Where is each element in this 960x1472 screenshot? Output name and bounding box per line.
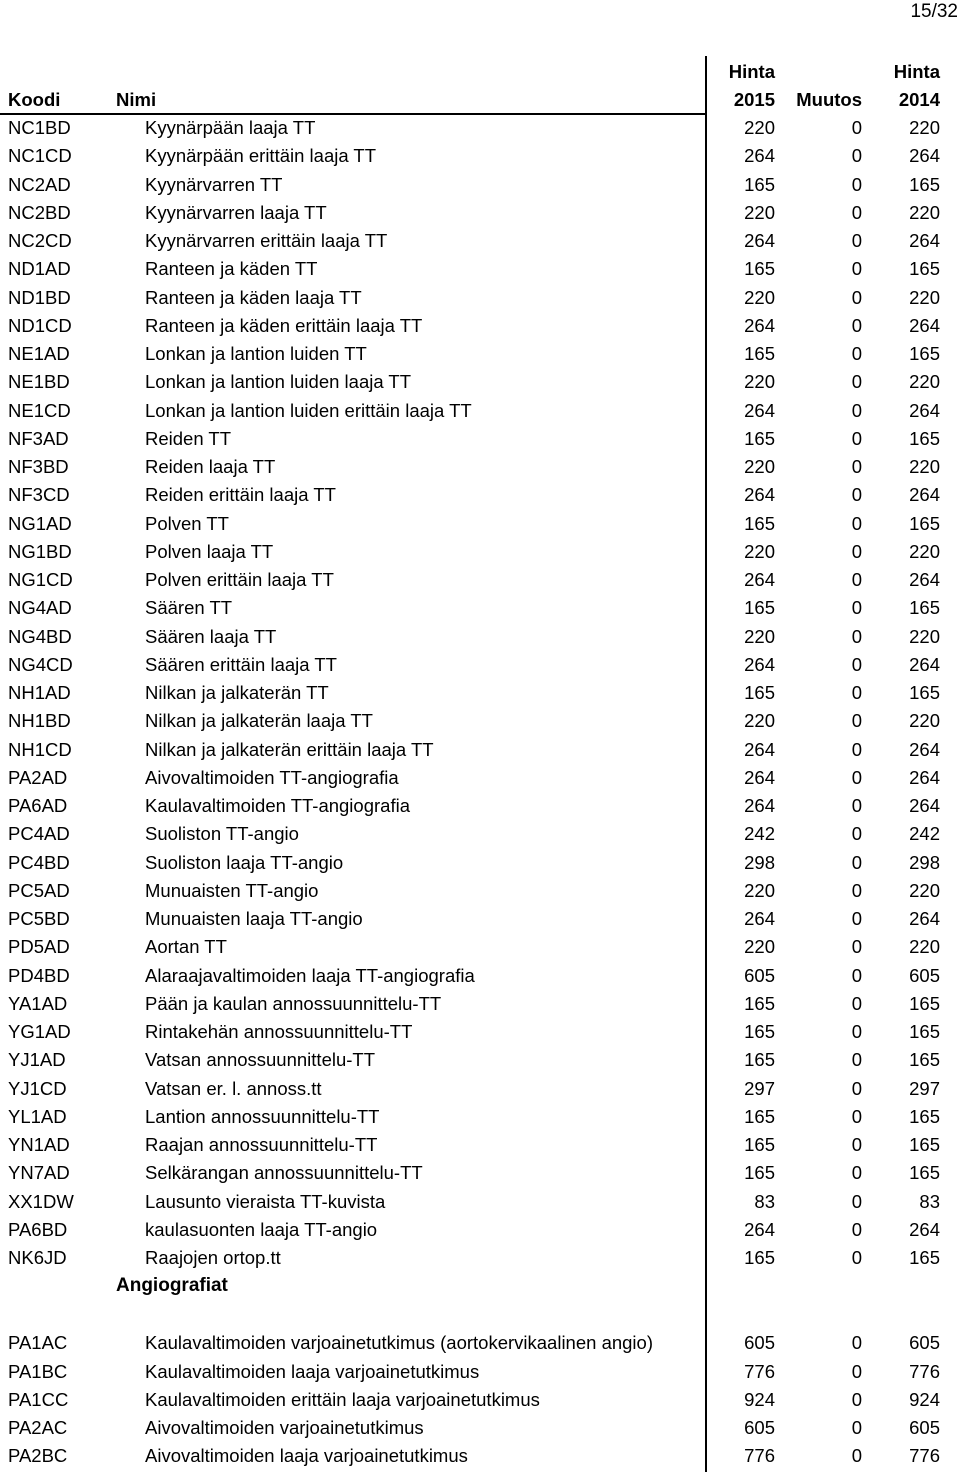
row-name: Aortan TT bbox=[145, 936, 227, 958]
table-row bbox=[0, 142, 950, 170]
row-price-2014: 605 bbox=[909, 1332, 940, 1354]
row-change: 0 bbox=[851, 399, 862, 421]
row-price-2015: 264 bbox=[744, 314, 775, 336]
row-code: ND1BD bbox=[8, 286, 71, 308]
row-price-2014: 165 bbox=[909, 992, 940, 1014]
row-code: PC5AD bbox=[8, 879, 70, 901]
row-price-2015: 264 bbox=[744, 230, 775, 251]
row-change: 0 bbox=[851, 766, 862, 788]
row-name: Polven TT bbox=[145, 512, 229, 534]
row-code: NC2BD bbox=[8, 201, 71, 223]
row-change: 0 bbox=[851, 371, 862, 393]
row-name: Rintakehän annossuunnittelu-TT bbox=[145, 1021, 413, 1042]
row-change: 0 bbox=[851, 314, 862, 336]
header-code: Koodi bbox=[8, 89, 61, 110]
row-price-2015: 165 bbox=[744, 512, 775, 534]
row-price-2014: 264 bbox=[909, 484, 940, 506]
table-row bbox=[0, 171, 950, 199]
row-code: PA2AC bbox=[8, 1417, 68, 1438]
table-row bbox=[0, 905, 950, 933]
row-price-2014: 264 bbox=[909, 908, 940, 929]
row-price-2014: 83 bbox=[919, 1190, 940, 1212]
row-change: 0 bbox=[851, 1134, 862, 1155]
row-change: 0 bbox=[851, 1247, 862, 1268]
row-price-2015: 220 bbox=[744, 936, 775, 958]
row-price-2014: 264 bbox=[909, 314, 940, 336]
row-price-2015: 264 bbox=[744, 738, 775, 760]
row-code: NC1BD bbox=[8, 117, 71, 138]
row-price-2015: 220 bbox=[744, 625, 775, 647]
table-row bbox=[0, 1244, 950, 1272]
table-row bbox=[0, 340, 950, 368]
row-price-2014: 264 bbox=[909, 230, 940, 251]
row-price-2015: 605 bbox=[744, 1332, 775, 1354]
row-change: 0 bbox=[851, 795, 862, 816]
table-row bbox=[0, 1386, 950, 1414]
row-price-2014: 264 bbox=[909, 569, 940, 590]
table-row bbox=[0, 594, 950, 622]
row-name: Nilkan ja jalkaterän TT bbox=[145, 682, 329, 703]
row-name: Säären TT bbox=[145, 597, 233, 619]
row-code: PD4BD bbox=[8, 964, 70, 986]
row-price-2015: 220 bbox=[744, 117, 775, 138]
table-row bbox=[0, 736, 950, 764]
table-row bbox=[0, 651, 950, 679]
row-code: PA1CC bbox=[8, 1388, 69, 1410]
row-name: Alaraajavaltimoiden laaja TT-angiografia bbox=[145, 964, 475, 986]
row-price-2015: 924 bbox=[744, 1388, 775, 1410]
row-price-2015: 264 bbox=[744, 1218, 775, 1240]
row-price-2014: 165 bbox=[909, 427, 940, 449]
row-code: NF3AD bbox=[8, 427, 69, 449]
row-change: 0 bbox=[851, 992, 862, 1014]
row-name: Lonkan ja lantion luiden laaja TT bbox=[145, 371, 412, 393]
row-price-2014: 264 bbox=[909, 145, 940, 167]
table-row bbox=[0, 1329, 950, 1357]
row-price-2015: 776 bbox=[744, 1445, 775, 1467]
row-name: Pään ja kaulan annossuunnittelu-TT bbox=[145, 992, 442, 1014]
row-code: ND1CD bbox=[8, 314, 72, 336]
row-price-2014: 165 bbox=[909, 1021, 940, 1042]
row-change: 0 bbox=[851, 427, 862, 449]
row-code: ND1AD bbox=[8, 258, 71, 280]
row-price-2015: 220 bbox=[744, 286, 775, 308]
row-code: NE1AD bbox=[8, 343, 70, 364]
row-code: NG1AD bbox=[8, 512, 72, 534]
row-name: Säären erittäin laaja TT bbox=[145, 653, 337, 675]
row-price-2014: 220 bbox=[909, 371, 940, 393]
row-price-2015: 264 bbox=[744, 145, 775, 167]
table-row bbox=[0, 538, 950, 566]
row-code: YA1AD bbox=[8, 992, 68, 1014]
header-price-2015-top: Hinta bbox=[728, 61, 775, 82]
row-name: Aivovaltimoiden laaja varjoainetutkimus bbox=[145, 1445, 468, 1467]
row-code: PA6BD bbox=[8, 1218, 68, 1240]
row-code: PA1AC bbox=[8, 1332, 68, 1354]
row-price-2015: 165 bbox=[744, 1021, 775, 1042]
row-code: PD5AD bbox=[8, 936, 70, 958]
row-name: Nilkan ja jalkaterän erittäin laaja TT bbox=[145, 738, 434, 760]
row-price-2014: 264 bbox=[909, 795, 940, 816]
row-code: NH1CD bbox=[8, 738, 72, 760]
row-name: Ranteen ja käden laaja TT bbox=[145, 286, 362, 308]
row-change: 0 bbox=[851, 1190, 862, 1212]
row-price-2015: 165 bbox=[744, 992, 775, 1014]
row-price-2014: 165 bbox=[909, 1162, 940, 1184]
row-price-2015: 165 bbox=[744, 1247, 775, 1268]
row-price-2014: 165 bbox=[909, 1247, 940, 1268]
row-code: PA1BC bbox=[8, 1360, 68, 1382]
row-name: Kaulavaltimoiden TT-angiografia bbox=[145, 795, 410, 816]
table-row bbox=[0, 284, 950, 312]
row-name: Lausunto vieraista TT-kuvista bbox=[145, 1190, 386, 1212]
row-name: kaulasuonten laaja TT-angio bbox=[145, 1218, 378, 1240]
row-price-2015: 220 bbox=[744, 710, 775, 732]
row-price-2015: 605 bbox=[744, 1417, 775, 1438]
row-price-2014: 264 bbox=[909, 399, 940, 421]
row-code: NK6JD bbox=[8, 1247, 67, 1268]
row-price-2015: 165 bbox=[744, 682, 775, 703]
table-header-top bbox=[0, 58, 950, 86]
row-price-2015: 165 bbox=[744, 1105, 775, 1127]
row-name: Munuaisten laaja TT-angio bbox=[145, 908, 363, 929]
row-price-2014: 165 bbox=[909, 343, 940, 364]
row-code: PA6AD bbox=[8, 795, 68, 816]
row-price-2014: 165 bbox=[909, 1049, 940, 1071]
row-change: 0 bbox=[851, 456, 862, 477]
row-price-2015: 264 bbox=[744, 908, 775, 929]
row-price-2015: 297 bbox=[744, 1077, 775, 1099]
row-price-2015: 165 bbox=[744, 1134, 775, 1155]
row-name: Raajojen ortop.tt bbox=[145, 1247, 281, 1268]
row-code: PC4AD bbox=[8, 823, 70, 845]
row-name: Lonkan ja lantion luiden erittäin laaja TT bbox=[145, 399, 472, 421]
row-price-2015: 220 bbox=[744, 201, 775, 223]
table-row bbox=[0, 1018, 950, 1046]
row-price-2015: 264 bbox=[744, 653, 775, 675]
table-row bbox=[0, 481, 950, 509]
row-code: NG1CD bbox=[8, 569, 73, 590]
header-price-2014-top: Hinta bbox=[893, 61, 940, 82]
row-price-2015: 165 bbox=[744, 1162, 775, 1184]
row-change: 0 bbox=[851, 823, 862, 845]
table-row bbox=[0, 1216, 950, 1244]
row-name: Vatsan annossuunnittelu-TT bbox=[145, 1049, 376, 1071]
row-change: 0 bbox=[851, 1021, 862, 1042]
row-code: YG1AD bbox=[8, 1021, 71, 1042]
row-name: Munuaisten TT-angio bbox=[145, 879, 319, 901]
row-code: YN1AD bbox=[8, 1134, 70, 1155]
row-price-2014: 165 bbox=[909, 682, 940, 703]
row-price-2014: 165 bbox=[909, 173, 940, 195]
row-price-2015: 264 bbox=[744, 795, 775, 816]
table-row bbox=[0, 425, 950, 453]
table-row bbox=[0, 199, 950, 227]
row-change: 0 bbox=[851, 512, 862, 534]
row-code: PC4BD bbox=[8, 851, 70, 873]
row-change: 0 bbox=[851, 343, 862, 364]
header-change: Muutos bbox=[796, 89, 862, 110]
row-price-2014: 242 bbox=[909, 823, 940, 845]
row-name: Selkärangan annossuunnittelu-TT bbox=[145, 1162, 423, 1184]
row-code: NE1BD bbox=[8, 371, 70, 393]
row-price-2014: 264 bbox=[909, 653, 940, 675]
row-change: 0 bbox=[851, 1332, 862, 1354]
row-price-2015: 264 bbox=[744, 569, 775, 590]
row-change: 0 bbox=[851, 484, 862, 506]
row-code: YN7AD bbox=[8, 1162, 70, 1184]
row-change: 0 bbox=[851, 540, 862, 562]
row-name: Kaulavaltimoiden varjoainetutkimus (aortokervikaalinen angio) bbox=[145, 1332, 653, 1354]
row-code: YJ1CD bbox=[8, 1077, 67, 1099]
row-change: 0 bbox=[851, 1162, 862, 1184]
table-row bbox=[0, 623, 950, 651]
table-row bbox=[0, 397, 950, 425]
row-price-2014: 264 bbox=[909, 738, 940, 760]
row-code: NF3CD bbox=[8, 484, 70, 506]
row-name: Vatsan er. l. annoss.tt bbox=[145, 1077, 322, 1099]
row-price-2014: 776 bbox=[909, 1445, 940, 1467]
row-change: 0 bbox=[851, 1445, 862, 1467]
table-row bbox=[0, 877, 950, 905]
row-price-2015: 242 bbox=[744, 823, 775, 845]
row-price-2015: 264 bbox=[744, 766, 775, 788]
row-name: Kyynärvarren laaja TT bbox=[145, 201, 327, 223]
row-price-2014: 165 bbox=[909, 1134, 940, 1155]
row-change: 0 bbox=[851, 682, 862, 703]
row-price-2015: 264 bbox=[744, 399, 775, 421]
row-code: YL1AD bbox=[8, 1105, 67, 1127]
table-row bbox=[0, 227, 950, 255]
row-price-2014: 605 bbox=[909, 1417, 940, 1438]
row-code: YJ1AD bbox=[8, 1049, 66, 1071]
table-row bbox=[0, 1103, 950, 1131]
row-price-2014: 220 bbox=[909, 936, 940, 958]
table-row bbox=[0, 962, 950, 990]
row-code: NH1AD bbox=[8, 682, 71, 703]
row-change: 0 bbox=[851, 117, 862, 138]
row-name: Ranteen ja käden TT bbox=[145, 258, 318, 280]
table-row bbox=[0, 849, 950, 877]
row-name: Raajan annossuunnittelu-TT bbox=[145, 1134, 378, 1155]
row-name: Kaulavaltimoiden laaja varjoainetutkimus bbox=[145, 1360, 480, 1382]
row-code: NG4AD bbox=[8, 597, 72, 619]
row-change: 0 bbox=[851, 1417, 862, 1438]
table-row bbox=[0, 114, 950, 142]
row-change: 0 bbox=[851, 1388, 862, 1410]
table-header bbox=[0, 86, 950, 114]
table-row bbox=[0, 707, 950, 735]
table-row bbox=[0, 368, 950, 396]
table-row bbox=[0, 566, 950, 594]
row-change: 0 bbox=[851, 1360, 862, 1382]
row-name: Kyynärvarren TT bbox=[145, 173, 283, 195]
row-code: PA2AD bbox=[8, 766, 68, 788]
table-row bbox=[0, 1442, 950, 1470]
row-change: 0 bbox=[851, 145, 862, 167]
row-change: 0 bbox=[851, 625, 862, 647]
row-price-2015: 83 bbox=[754, 1190, 775, 1212]
row-price-2014: 220 bbox=[909, 201, 940, 223]
row-price-2014: 220 bbox=[909, 456, 940, 477]
row-name: Nilkan ja jalkaterän laaja TT bbox=[145, 710, 373, 732]
row-name: Suoliston TT-angio bbox=[145, 823, 299, 845]
row-price-2015: 165 bbox=[744, 173, 775, 195]
row-price-2015: 264 bbox=[744, 484, 775, 506]
row-change: 0 bbox=[851, 653, 862, 675]
row-price-2014: 605 bbox=[909, 964, 940, 986]
row-code: NG1BD bbox=[8, 540, 72, 562]
row-price-2014: 165 bbox=[909, 512, 940, 534]
table-row bbox=[0, 1046, 950, 1074]
row-name: Polven erittäin laaja TT bbox=[145, 569, 334, 590]
row-change: 0 bbox=[851, 569, 862, 590]
row-price-2015: 605 bbox=[744, 964, 775, 986]
row-price-2014: 220 bbox=[909, 117, 940, 138]
row-code: NF3BD bbox=[8, 456, 69, 477]
table-row bbox=[0, 1159, 950, 1187]
row-price-2014: 165 bbox=[909, 1105, 940, 1127]
row-change: 0 bbox=[851, 879, 862, 901]
table-row bbox=[0, 1414, 950, 1442]
row-code: NE1CD bbox=[8, 399, 71, 421]
row-code: NH1BD bbox=[8, 710, 71, 732]
row-name: Aivovaltimoiden varjoainetutkimus bbox=[145, 1417, 424, 1438]
table-row bbox=[0, 255, 950, 283]
table-row bbox=[0, 990, 950, 1018]
row-price-2015: 220 bbox=[744, 371, 775, 393]
row-name: Kyynärvarren erittäin laaja TT bbox=[145, 230, 388, 251]
row-change: 0 bbox=[851, 201, 862, 223]
page-number: 15/32 bbox=[910, 1, 958, 22]
row-name: Polven laaja TT bbox=[145, 540, 274, 562]
row-change: 0 bbox=[851, 1105, 862, 1127]
header-name: Nimi bbox=[116, 89, 157, 110]
row-name: Aivovaltimoiden TT-angiografia bbox=[145, 766, 399, 788]
row-code: XX1DW bbox=[8, 1190, 74, 1212]
row-change: 0 bbox=[851, 738, 862, 760]
row-change: 0 bbox=[851, 173, 862, 195]
row-price-2014: 165 bbox=[909, 258, 940, 280]
row-name: Suoliston laaja TT-angio bbox=[145, 851, 344, 873]
row-code: NC2AD bbox=[8, 173, 71, 195]
row-name: Säären laaja TT bbox=[145, 625, 277, 647]
row-price-2014: 165 bbox=[909, 597, 940, 619]
row-price-2015: 165 bbox=[744, 343, 775, 364]
row-price-2015: 220 bbox=[744, 540, 775, 562]
row-name: Reiden laaja TT bbox=[145, 456, 276, 477]
row-price-2015: 165 bbox=[744, 258, 775, 280]
header-price-2014-year: 2014 bbox=[898, 89, 940, 110]
row-price-2014: 220 bbox=[909, 625, 940, 647]
row-price-2014: 220 bbox=[909, 286, 940, 308]
row-price-2014: 220 bbox=[909, 879, 940, 901]
table-row bbox=[0, 1131, 950, 1159]
section-title-angiografiat: Angiografiat bbox=[116, 1275, 228, 1297]
row-price-2014: 264 bbox=[909, 766, 940, 788]
row-price-2015: 165 bbox=[744, 1049, 775, 1071]
row-change: 0 bbox=[851, 1077, 862, 1099]
row-price-2014: 220 bbox=[909, 710, 940, 732]
table-row bbox=[0, 453, 950, 481]
row-change: 0 bbox=[851, 230, 862, 251]
table-row bbox=[0, 764, 950, 792]
row-name: Reiden erittäin laaja TT bbox=[145, 484, 336, 506]
row-price-2015: 220 bbox=[744, 879, 775, 901]
row-price-2014: 298 bbox=[909, 851, 940, 873]
row-price-2014: 220 bbox=[909, 540, 940, 562]
table-row bbox=[0, 510, 950, 538]
table-row bbox=[0, 820, 950, 848]
row-change: 0 bbox=[851, 908, 862, 929]
row-price-2014: 776 bbox=[909, 1360, 940, 1382]
row-price-2015: 165 bbox=[744, 427, 775, 449]
table-row bbox=[0, 1188, 950, 1216]
header-price-2015-year: 2015 bbox=[733, 89, 775, 110]
row-name: Lonkan ja lantion luiden TT bbox=[145, 343, 367, 364]
row-price-2014: 924 bbox=[909, 1388, 940, 1410]
row-price-2015: 298 bbox=[744, 851, 775, 873]
row-price-2015: 165 bbox=[744, 597, 775, 619]
row-name: Lantion annossuunnittelu-TT bbox=[145, 1105, 380, 1127]
row-code: PC5BD bbox=[8, 908, 70, 929]
row-change: 0 bbox=[851, 258, 862, 280]
table-row bbox=[0, 792, 950, 820]
row-change: 0 bbox=[851, 1049, 862, 1071]
row-name: Ranteen ja käden erittäin laaja TT bbox=[145, 314, 423, 336]
table-row bbox=[0, 312, 950, 340]
row-price-2015: 776 bbox=[744, 1360, 775, 1382]
row-change: 0 bbox=[851, 597, 862, 619]
row-change: 0 bbox=[851, 1218, 862, 1240]
row-price-2014: 264 bbox=[909, 1218, 940, 1240]
row-code: NG4CD bbox=[8, 653, 73, 675]
row-name: Kyynärpään erittäin laaja TT bbox=[145, 145, 377, 167]
row-change: 0 bbox=[851, 936, 862, 958]
row-name: Kaulavaltimoiden erittäin laaja varjoainetutkimus bbox=[145, 1388, 540, 1410]
row-name: Reiden TT bbox=[145, 427, 232, 449]
table-row bbox=[0, 1358, 950, 1386]
row-change: 0 bbox=[851, 286, 862, 308]
table-row bbox=[0, 679, 950, 707]
row-change: 0 bbox=[851, 710, 862, 732]
row-code: NG4BD bbox=[8, 625, 72, 647]
row-code: PA2BC bbox=[8, 1445, 68, 1467]
row-change: 0 bbox=[851, 964, 862, 986]
row-name: Kyynärpään laaja TT bbox=[145, 117, 316, 138]
row-change: 0 bbox=[851, 851, 862, 873]
row-code: NC2CD bbox=[8, 230, 72, 251]
table-row bbox=[0, 933, 950, 961]
row-code: NC1CD bbox=[8, 145, 72, 167]
row-price-2014: 297 bbox=[909, 1077, 940, 1099]
row-price-2015: 220 bbox=[744, 456, 775, 477]
table-row bbox=[0, 1075, 950, 1103]
